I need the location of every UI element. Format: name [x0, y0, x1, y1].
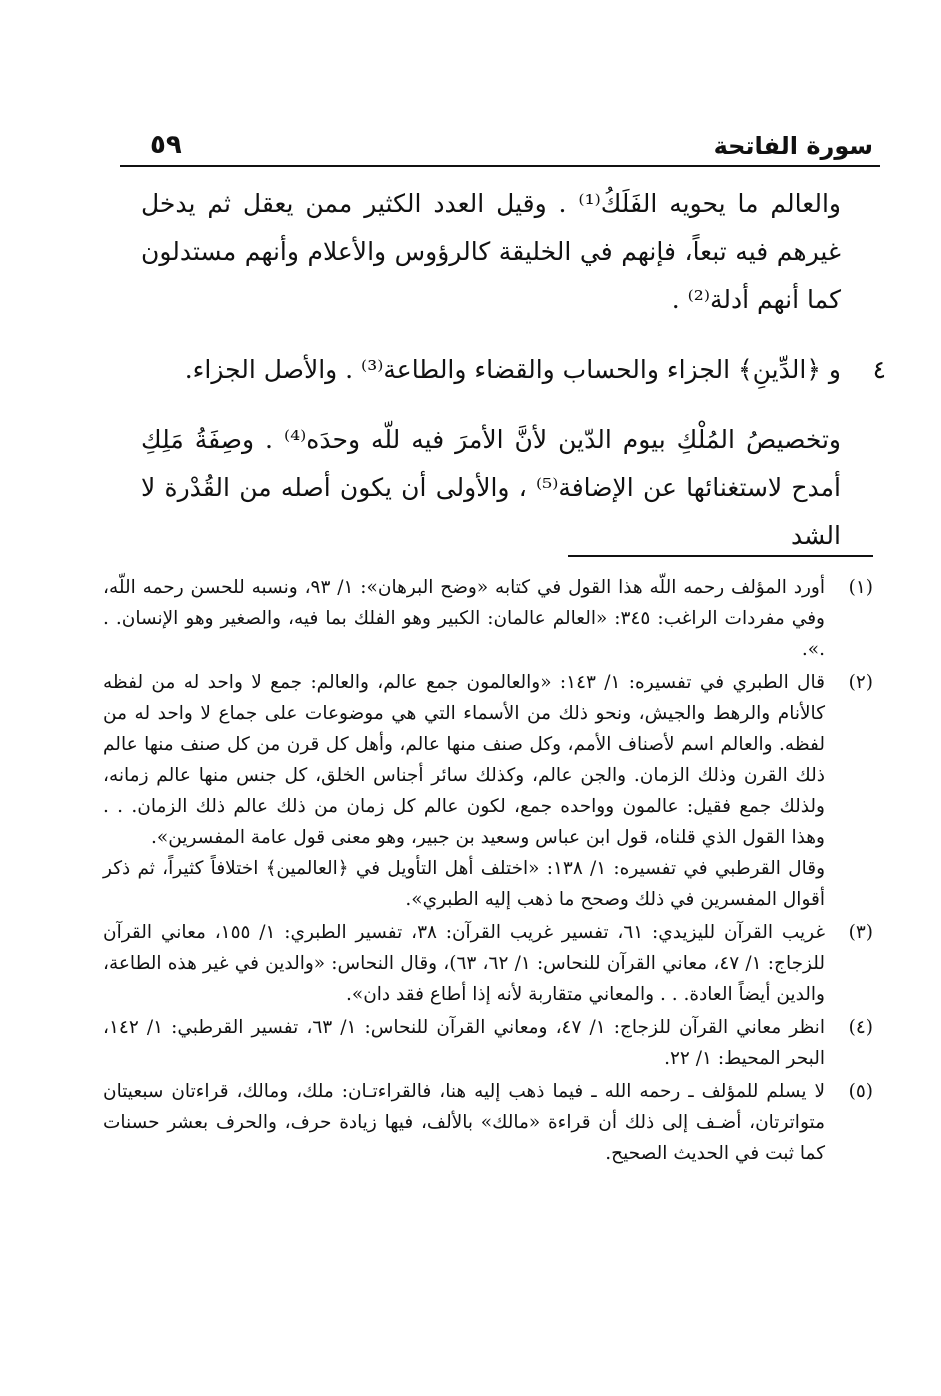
page-number: ٥٩ [150, 130, 182, 160]
footnotes [103, 572, 873, 1171]
footnote [103, 572, 873, 665]
footnote-number: (٢) [848, 672, 873, 693]
footnote [103, 917, 873, 1010]
paragraph-2: و ﴿الدِّينِ﴾ الجزاء والحساب والقضاء والطاعة⁽³⁾ . والأصل الجزاء. [184, 355, 841, 384]
footnote [103, 667, 873, 915]
footnote-text: أورد المؤلف رحمه اللّه هذا القول في كتابه «وضح البرهان»: ١/ ٩٣، ونسبه للحسن رحمه اللّه، وفي مفردات الراغب: ٣٤٥: «العالم عالمان: الكبير وهو الفلك بما فيه، والصغير وهو الإنسان. . .». [103, 577, 825, 660]
footnote-rule [568, 555, 873, 557]
footnote-number: (٤) [848, 1017, 873, 1038]
footnote-text: غريب القرآن لليزيدي: ٦١، تفسير غريب القرآن: ٣٨، تفسير الطبري: ١/ ١٥٥، معاني القرآن للزجاج: ١/ ٤٧، معاني القرآن للنحاس: ١/ ٦٢، ٦٣)، وقال النحاس: «والدين في غير هذه الطاعة، والدين أيضاً العادة. . . والمعاني متقاربة لأنه إذا أطاع فقد دان». [103, 922, 826, 1005]
footnote-number: (٣) [848, 922, 873, 943]
footnote-subparagraph: وقال القرطبي في تفسيره: ١/ ١٣٨: «اختلف أهل التأويل في ﴿العالمين﴾ اختلافاً كثيراً، ثم ذكر أقوال المفسرين في ذلك وصحح ما ذهب إليه الطبري». [103, 858, 825, 910]
main-text [141, 180, 886, 560]
running-header-title: سورة الفاتحة [713, 132, 873, 160]
footnote-number: (٥) [848, 1081, 873, 1102]
footnote-number: (١) [848, 577, 873, 598]
verse-entry [141, 346, 886, 394]
paragraph-3: وتخصيصُ المُلْكِ بيوم الدّين لأنَّ الأمرَ فيه للّه وحدَه⁽⁴⁾ . وصِفَةُ مَلِكِ أمدح لاستغنائها عن الإضافة⁽⁵⁾ ، والأولى أن يكون أصله من القُدْرة لا الشد [141, 425, 842, 550]
footnote [103, 1076, 873, 1169]
footnote-text: لا يسلم للمؤلف ـ رحمه الله ـ فيما ذهب إليه هنا، فالقراءتـان: ملك، ومالك، قراءتان سبعيتان متواترتان، أضـف إلى ذلك أن قراءة «مالك» بالألف، فيها زيادة حرف، والحرف بعشر حسنات كما ثبت في الحديث الصحيح. [103, 1081, 825, 1164]
verse-number: ٤ [872, 355, 886, 384]
footnote-text: قال الطبري في تفسيره: ١/ ١٤٣: «والعالمون جمع عالم، والعالم: جمع لا واحد له من لفظه كالأنام والرهط والجيش، ونحو ذلك من الأسماء التي هي موضوعات على جماع لا واحد له من لفظه. والعالم اسم لأصناف الأمم، وكل صنف منها عالم، وأهل كل قرن من كل صنف منها عالم ذلك القرن وذلك الزمان. والجن عالم، وكذلك سائر أجناس الخلق، كل جنس منها عالم زمانه، ولذلك جمع فقيل: عالمون وواحده جمع، لكون عالم كل زمان من ذلك عالم ذلك الزمان. . . وهذا القول الذي قلناه، قول ابن عباس وسعيد بن جبير، وهو معنى قول عامة المفسرين». [103, 672, 826, 848]
paragraph-1: والعالم ما يحويه الفَلَكُ⁽¹⁾ . وقيل العدد الكثير ممن يعقل ثم يدخل غيرهم فيه تبعاً، فإنهم في الخليقة كالرؤوس والأعلام وأنهم مستدلون كما أنهم أدلة⁽²⁾ . [141, 189, 841, 314]
footnote-text: انظر معاني القرآن للزجاج: ١/ ٤٧، ومعاني القرآن للنحاس: ١/ ٦٣، تفسير القرطبي: ١/ ١٤٢، البحر المحيط: ١/ ٢٢. [103, 1017, 825, 1069]
footnote [103, 1012, 873, 1074]
header-rule [120, 165, 880, 167]
